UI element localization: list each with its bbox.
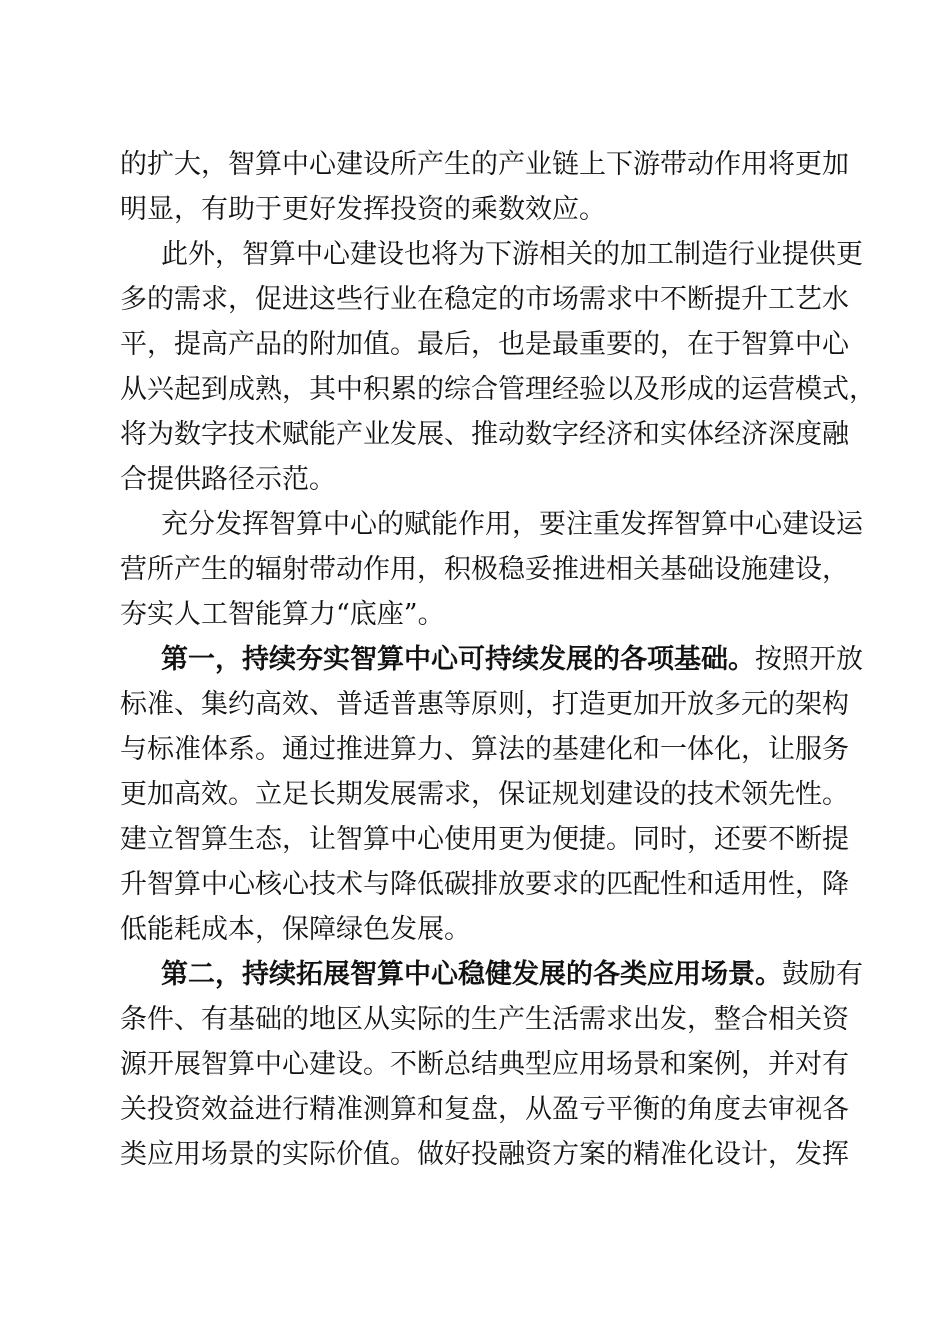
text-line: 升智算中心核心技术与降低碳排放要求的匹配性和适用性，降 — [120, 869, 849, 900]
section-heading: 第二，持续拓展智算中心稳健发展的各类应用场景。 — [161, 959, 782, 990]
text-line: 标准、集约高效、普适普惠等原则，打造更加开放多元的架构 — [120, 689, 849, 720]
text-line — [120, 637, 863, 682]
text-line: 低能耗成本，保障绿色发展。 — [120, 914, 471, 945]
text-line: 的扩大，智算中心建设所产生的产业链上下游带动作用将更加 — [120, 149, 849, 180]
text-span: 按照开放 — [755, 644, 863, 675]
text-line: 此外，智算中心建设也将为下游相关的加工制造行业提供更 — [161, 239, 863, 270]
text-line — [120, 952, 863, 997]
section-heading: 第一，持续夯实智算中心可持续发展的各项基础。 — [161, 644, 755, 675]
text-line: 条件、有基础的地区从实际的生产生活需求出发，整合相关资 — [120, 1004, 849, 1035]
text-line: 更加高效。立足长期发展需求，保证规划建设的技术领先性。 — [120, 779, 849, 810]
text-line: 关投资效益进行精准测算和复盘，从盈亏平衡的角度去审视各 — [120, 1094, 849, 1125]
text-line: 从兴起到成熟，其中积累的综合管理经验以及形成的运营模式， — [120, 374, 876, 405]
text-line: 类应用场景的实际价值。做好投融资方案的精准化设计，发挥 — [120, 1139, 849, 1170]
body-text — [120, 142, 876, 1177]
text-line: 充分发挥智算中心的赋能作用，要注重发挥智算中心建设运 — [161, 509, 863, 540]
text-span: 鼓励有 — [782, 959, 863, 990]
text-line: 营所产生的辐射带动作用，积极稳妥推进相关基础设施建设， — [120, 554, 849, 585]
text-line: 与标准体系。通过推进算力、算法的基建化和一体化，让服务 — [120, 734, 849, 765]
text-line: 平，提高产品的附加值。最后，也是最重要的，在于智算中心 — [120, 329, 849, 360]
text-line: 明显，有助于更好发挥投资的乘数效应。 — [120, 194, 606, 225]
text-line: 建立智算生态，让智算中心使用更为便捷。同时，还要不断提 — [120, 824, 849, 855]
text-line: 源开展智算中心建设。不断总结典型应用场景和案例，并对有 — [120, 1049, 849, 1080]
text-line: 多的需求，促进这些行业在稳定的市场需求中不断提升工艺水 — [120, 284, 849, 315]
text-line: 夯实人工智能算力“底座”。 — [120, 599, 445, 630]
text-line: 合提供路径示范。 — [120, 464, 336, 495]
text-line: 将为数字技术赋能产业发展、推动数字经济和实体经济深度融 — [120, 419, 849, 450]
